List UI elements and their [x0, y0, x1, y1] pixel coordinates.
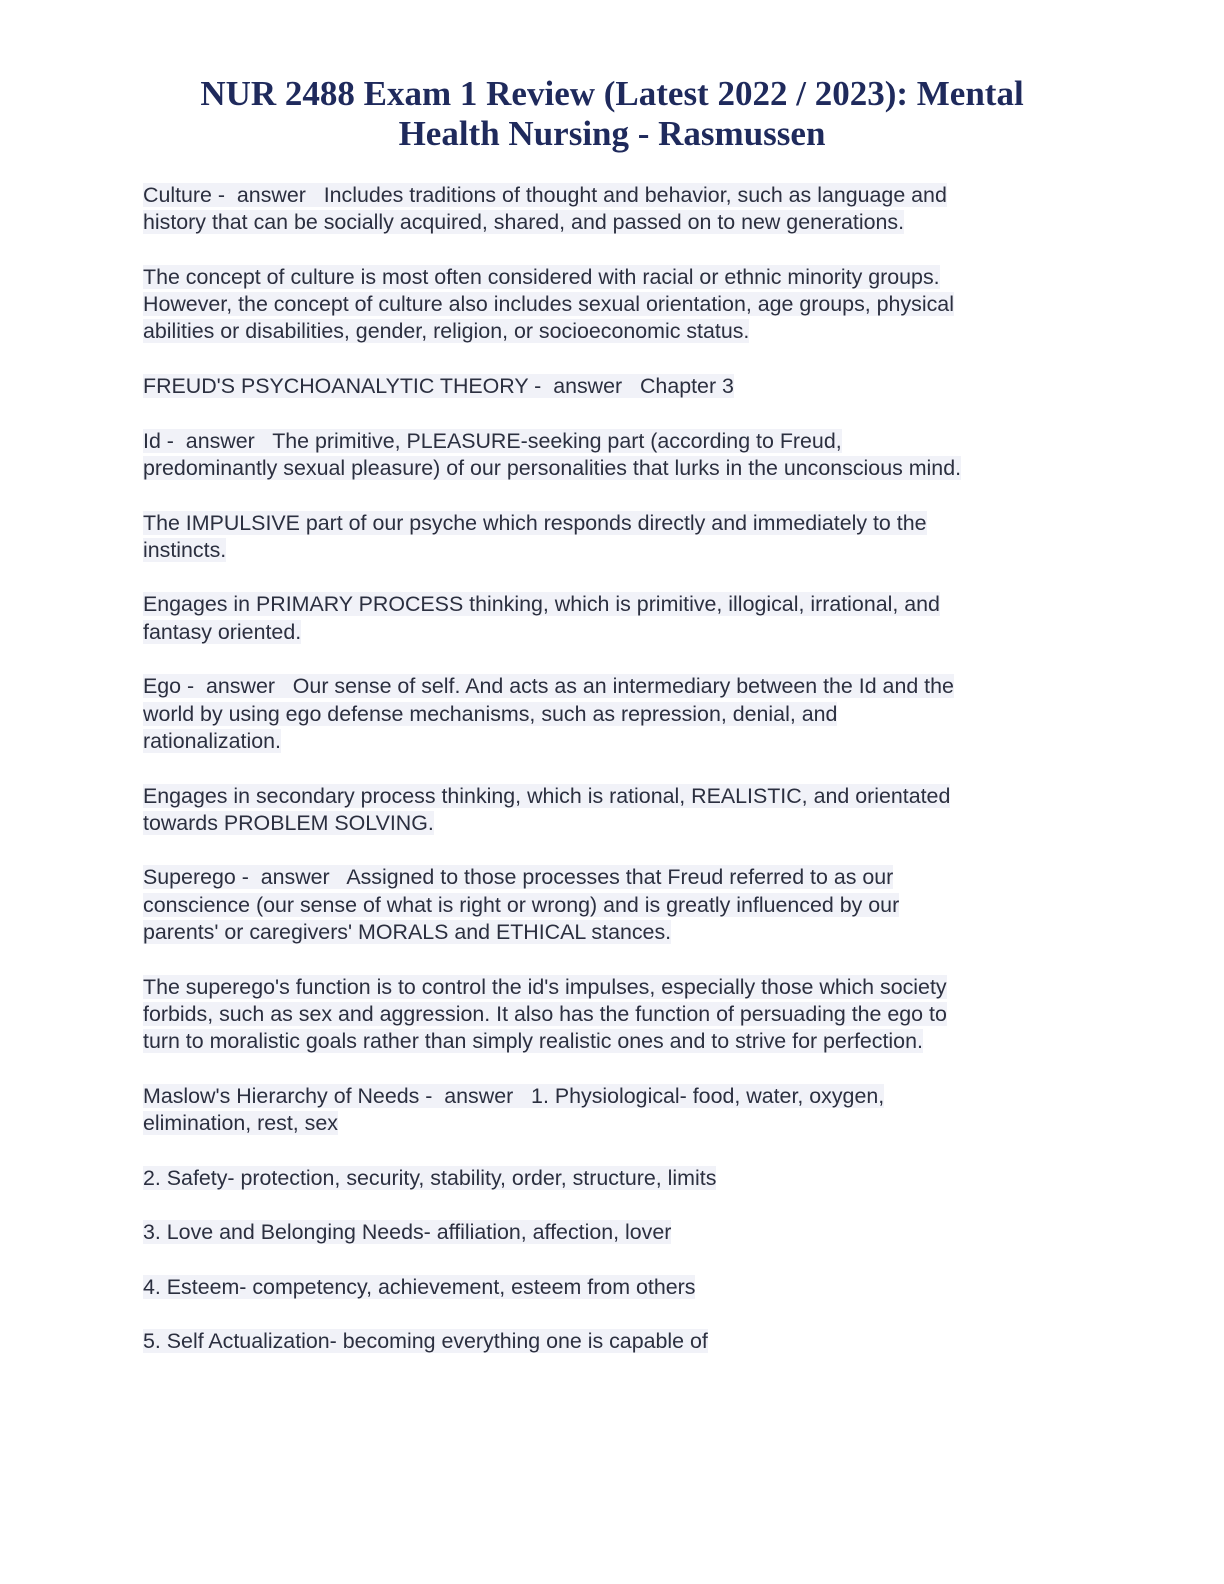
text-line: [143, 673, 1083, 700]
text-line-content: Id - answer The primitive, PLEASURE-seeking part (according to Freud,: [143, 428, 842, 453]
text-line-content: The IMPULSIVE part of our psyche which responds directly and immediately to the: [143, 510, 927, 535]
text-line: [143, 1001, 1083, 1028]
text-line-content: forbids, such as sex and aggression. It also has the function of persuading the ego to: [143, 1001, 947, 1026]
text-line: [143, 728, 1083, 755]
text-line-content: history that can be socially acquired, shared, and passed on to new generations.: [143, 210, 905, 235]
title-line: Health Nursing - Rasmussen: [398, 114, 826, 153]
text-line-content: The superego's function is to control the id's impulses, especially those which society: [143, 974, 947, 999]
text-line-content: abilities or disabilities, gender, religion, or socioeconomic status.: [143, 319, 750, 344]
text-line: [143, 291, 1083, 318]
paragraph: [143, 1165, 1083, 1192]
text-line-content: rationalization.: [143, 728, 281, 753]
text-line: [143, 428, 1083, 455]
paragraph: [143, 783, 1083, 838]
text-line-content: instincts.: [143, 537, 227, 562]
text-line: [143, 373, 1083, 400]
paragraph: [143, 974, 1083, 1056]
text-line: [143, 1274, 1083, 1301]
text-line: [143, 318, 1083, 345]
text-line-content: turn to moralistic goals rather than simply realistic ones and to strive for perfection.: [143, 1029, 923, 1054]
document-title: [150, 74, 1074, 154]
text-line-content: Culture - answer Includes traditions of thought and behavior, such as language and: [143, 183, 947, 207]
text-line: [143, 182, 1083, 209]
text-line-content: Maslow's Hierarchy of Needs - answer 1. Physiological- food, water, oxygen,: [143, 1083, 885, 1108]
text-line: [143, 810, 1083, 837]
paragraph: [143, 373, 1083, 400]
paragraph: [143, 264, 1083, 346]
text-line: [143, 919, 1083, 946]
paragraph: [143, 1083, 1083, 1138]
text-line-content: Engages in PRIMARY PROCESS thinking, which is primitive, illogical, irrational, and: [143, 592, 940, 617]
text-line-content: fantasy oriented.: [143, 619, 302, 644]
text-line: [143, 209, 1083, 236]
text-line: [143, 537, 1083, 564]
text-line: [143, 701, 1083, 728]
document-body: [143, 182, 1083, 1383]
paragraph: [143, 864, 1083, 946]
text-line-content: The concept of culture is most often considered with racial or ethnic minority groups.: [143, 264, 940, 289]
title-line: NUR 2488 Exam 1 Review (Latest 2022 / 2023): Mental: [200, 74, 1024, 113]
text-line: [143, 510, 1083, 537]
text-line: [143, 1328, 1083, 1355]
paragraph: [143, 1274, 1083, 1301]
text-line: [143, 264, 1083, 291]
text-line-content: conscience (our sense of what is right or wrong) and is greatly influenced by our: [143, 892, 900, 917]
text-line-content: 4. Esteem- competency, achievement, esteem from others: [143, 1274, 696, 1299]
paragraph: [143, 673, 1083, 755]
text-line: [143, 619, 1083, 646]
text-line-content: Superego - answer Assigned to those processes that Freud referred to as our: [143, 865, 894, 890]
text-line-content: parents' or caregivers' MORALS and ETHICAL stances.: [143, 920, 672, 945]
text-line-content: elimination, rest, sex: [143, 1111, 338, 1136]
text-line-content: world by using ego defense mechanisms, such as repression, denial, and: [143, 701, 838, 726]
text-line: [143, 1110, 1083, 1137]
text-line: [143, 864, 1083, 891]
paragraph: [143, 1219, 1083, 1246]
paragraph: [143, 591, 1083, 646]
paragraph: [143, 1328, 1083, 1355]
text-line: [143, 1219, 1083, 1246]
text-line: [143, 455, 1083, 482]
text-line: [143, 591, 1083, 618]
paragraph: [143, 182, 1083, 237]
text-line: [143, 1028, 1083, 1055]
text-line: [143, 1165, 1083, 1192]
text-line-content: 3. Love and Belonging Needs- affiliation, affection, lover: [143, 1220, 672, 1245]
text-line-content: FREUD'S PSYCHOANALYTIC THEORY - answer Chapter 3: [143, 374, 734, 399]
text-line-content: towards PROBLEM SOLVING.: [143, 810, 434, 835]
text-line-content: predominantly sexual pleasure) of our personalities that lurks in the unconscious mind.: [143, 455, 962, 480]
text-line-content: Ego - answer Our sense of self. And acts as an intermediary between the Id and the: [143, 674, 954, 699]
text-line-content: 5. Self Actualization- becoming everything one is capable of: [143, 1329, 708, 1354]
paragraph: [143, 428, 1083, 483]
text-line: [143, 783, 1083, 810]
text-line: [143, 974, 1083, 1001]
text-line-content: 2. Safety- protection, security, stability, order, structure, limits: [143, 1165, 717, 1190]
text-line: [143, 1083, 1083, 1110]
text-line-content: Engages in secondary process thinking, which is rational, REALISTIC, and orientated: [143, 783, 951, 808]
text-line: [143, 892, 1083, 919]
text-line-content: However, the concept of culture also includes sexual orientation, age groups, physical: [143, 292, 954, 317]
paragraph: [143, 510, 1083, 565]
